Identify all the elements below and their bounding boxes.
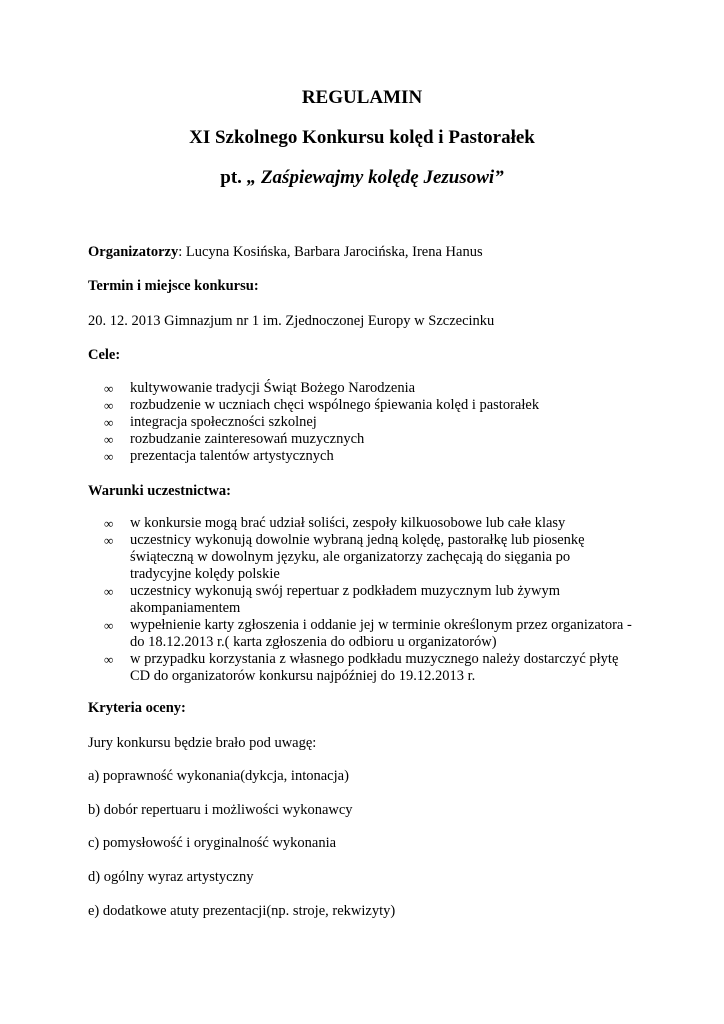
infinity-bullet-icon: ∞: [104, 449, 114, 464]
motto-text: „ Zaśpiewajmy kolędę Jezusowi”: [246, 167, 504, 188]
organizers-line: [88, 244, 483, 261]
infinity-bullet-icon: ∞: [104, 584, 114, 599]
infinity-bullet-icon: ∞: [104, 381, 114, 396]
term-value: 20. 12. 2013 Gimnazjum nr 1 im. Zjednoczonej Europy w Szczecinku: [88, 313, 495, 329]
motto-prefix: pt.: [220, 167, 247, 188]
list-item: ∞ kultywowanie tradycji Świąt Bożego Narodzenia: [104, 380, 416, 396]
infinity-bullet-icon: ∞: [104, 432, 114, 447]
infinity-bullet-icon: ∞: [104, 415, 114, 430]
criteria-item: c) pomysłowość i oryginalność wykonania: [88, 835, 337, 851]
criteria-item: a) poprawność wykonania(dykcja, intonacja): [88, 768, 349, 784]
list-item: ∞ wypełnienie karty zgłoszenia i oddanie jej w terminie określonym przez organizatora - do 18.12.2013 r.( karta zgłoszenia do odbioru u organizatorów): [104, 617, 632, 650]
list-item: ∞ uczestnicy wykonują dowolnie wybraną jedną kolędę, pastorałkę lub piosenkę świąteczną w dowolnym języku, ale organizatorzy zachęcają do sięgania po tradycyjne kolędy polskie: [104, 532, 585, 582]
organizers-value: : Lucyna Kosińska, Barbara Jarocińska, Irena Hanus: [178, 244, 483, 260]
infinity-bullet-icon: ∞: [104, 398, 114, 413]
infinity-bullet-icon: ∞: [104, 618, 114, 633]
conditions-heading: Warunki uczestnictwa:: [88, 483, 231, 499]
document-subtitle: XI Szkolnego Konkursu kolęd i Pastorałek: [189, 127, 535, 148]
criteria-item: e) dodatkowe atuty prezentacji(np. stroje, rekwizyty): [88, 903, 396, 919]
conditions-list: [104, 515, 664, 685]
infinity-bullet-icon: ∞: [104, 533, 114, 548]
list-item: ∞ rozbudzanie zainteresowań muzycznych: [104, 431, 365, 447]
criteria-item: d) ogólny wyraz artystyczny: [88, 869, 254, 885]
infinity-bullet-icon: ∞: [104, 652, 114, 667]
list-item: ∞ w przypadku korzystania z własnego podkładu muzycznego należy dostarczyć płytę CD do organizatorów konkursu najpóźniej do 19.12.2013 r.: [104, 651, 619, 684]
criteria-heading: Kryteria oceny:: [88, 700, 186, 716]
goals-heading: Cele:: [88, 347, 121, 363]
list-item: ∞ integracja społeczności szkolnej: [104, 414, 317, 430]
goals-list: [104, 380, 664, 465]
criteria-intro: Jury konkursu będzie brało pod uwagę:: [88, 735, 317, 751]
list-item: ∞ prezentacja talentów artystycznych: [104, 448, 334, 464]
document-title: REGULAMIN: [301, 87, 423, 108]
criteria-item: b) dobór repertuaru i możliwości wykonawcy: [88, 802, 353, 818]
term-heading: Termin i miejsce konkursu:: [88, 278, 259, 294]
list-item: ∞ uczestnicy wykonują swój repertuar z podkładem muzycznym lub żywym akompaniamentem: [104, 583, 561, 616]
document-motto: [0, 166, 724, 190]
list-item: ∞ w konkursie mogą brać udział soliści, zespoły kilkuosobowe lub całe klasy: [104, 515, 566, 531]
list-item: ∞ rozbudzenie w uczniach chęci wspólnego śpiewania kolęd i pastorałek: [104, 397, 540, 413]
organizers-label: Organizatorzy: [88, 244, 179, 260]
infinity-bullet-icon: ∞: [104, 516, 114, 531]
